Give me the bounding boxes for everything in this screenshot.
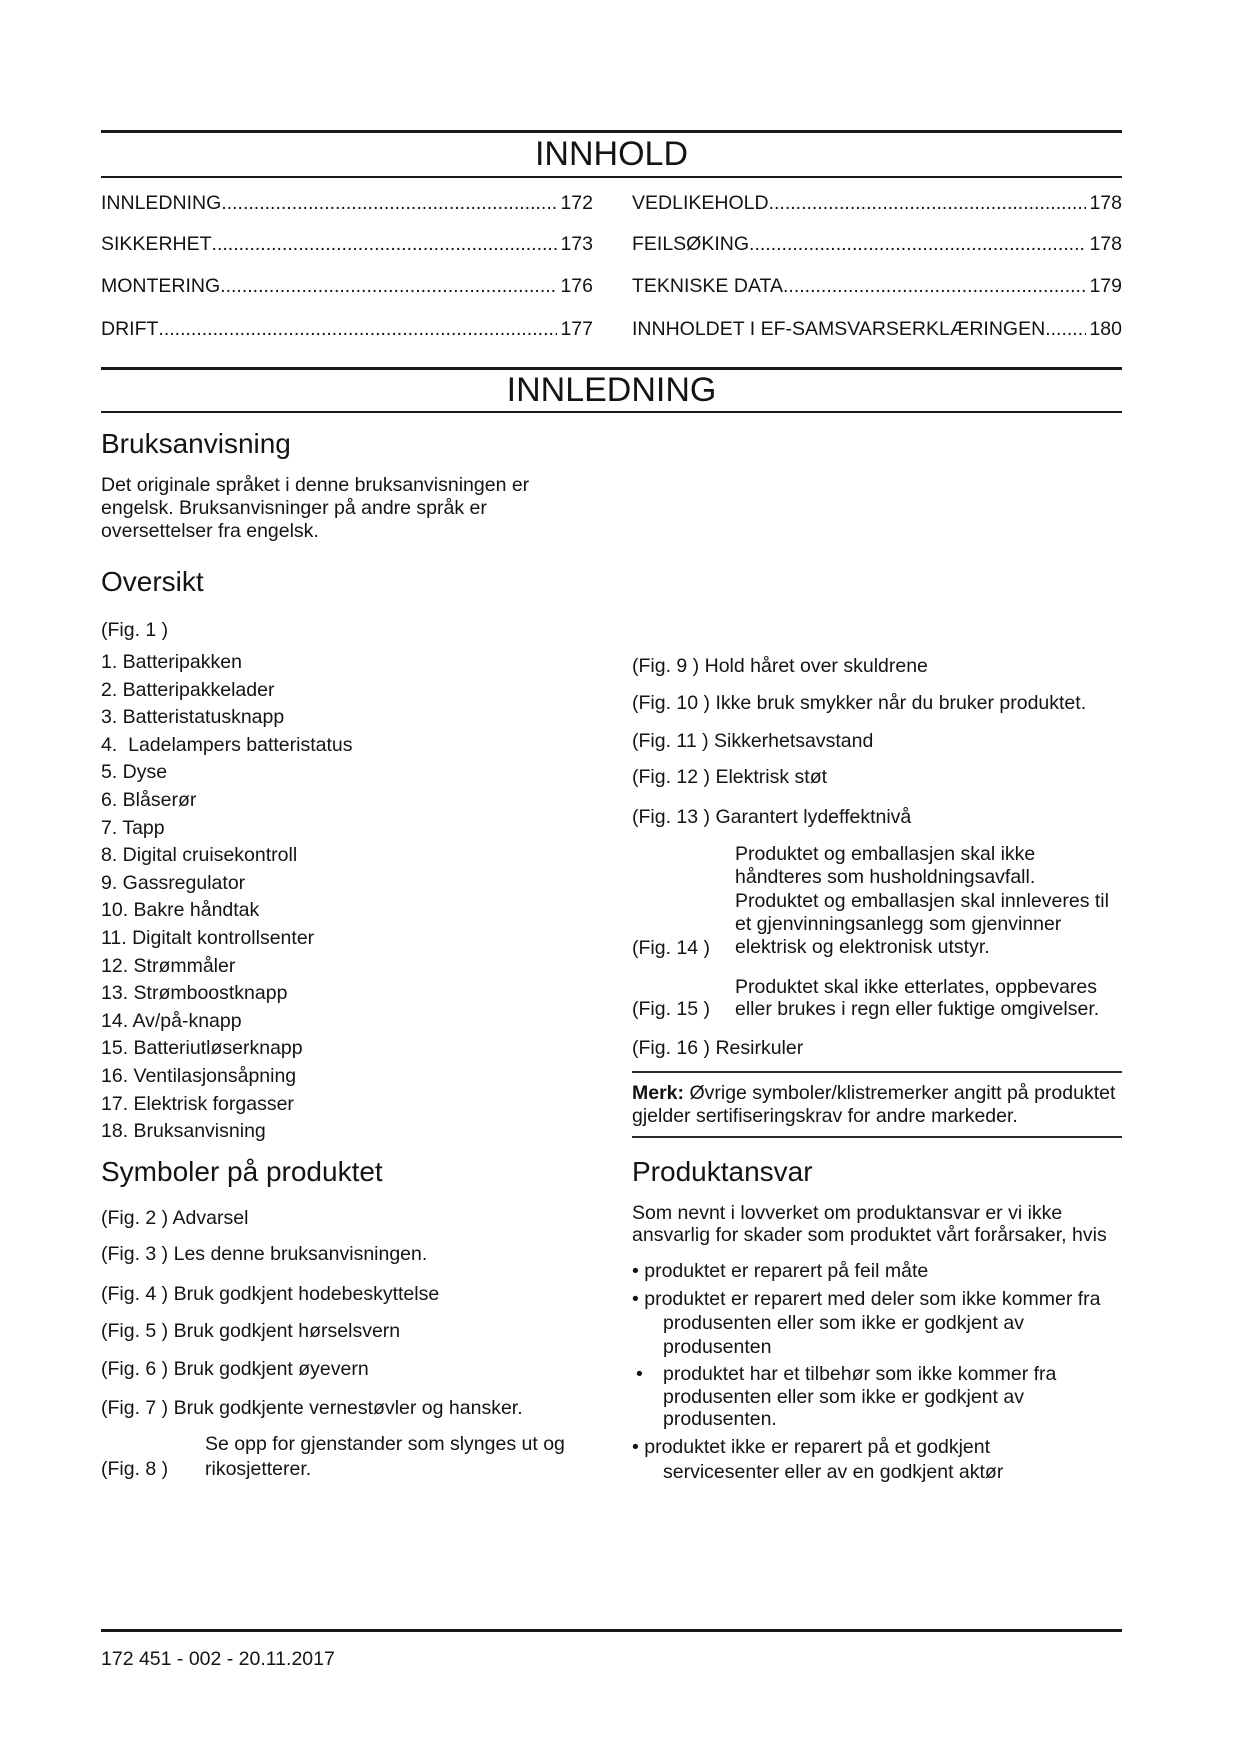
toc-entry[interactable] — [632, 317, 1122, 341]
manual-paragraph — [101, 474, 529, 543]
toc-entry-label: DRIFT — [101, 318, 159, 340]
toc-entry-page: 180 — [1089, 318, 1122, 340]
note-top-rule — [632, 1071, 1122, 1073]
bullet-item — [632, 1259, 928, 1283]
symbol-entry — [101, 1282, 439, 1306]
description-line: eller brukes i regn eller fuktige omgivelser. — [735, 998, 1100, 1020]
toc-entry-label: FEILSØKING — [632, 233, 750, 255]
description-line: Produktet og emballasjen skal innleveres til — [735, 889, 1109, 912]
symbol-description: Bruk godkjent øyevern — [173, 1358, 369, 1380]
symbol-entry — [632, 805, 911, 829]
toc-entry-label: TEKNISKE DATA — [632, 275, 783, 297]
symbol-fig-ref: (Fig. 5 ) — [101, 1320, 169, 1342]
bullet-line: produsenten — [663, 1336, 772, 1358]
symbol-entry — [101, 1242, 427, 1266]
component-item: 16. Ventilasjonsåpning — [101, 1064, 297, 1087]
bullet-line — [632, 1435, 1003, 1460]
description-line: et gjenvinningsanlegg som gjenvinner — [735, 912, 1062, 935]
symbol-entry — [632, 765, 827, 789]
paragraph-line: ansvarlig for skader som produktet vårt forårsaker, hvis — [632, 1224, 1107, 1246]
symbol-fig-ref: (Fig. 2 ) — [101, 1207, 169, 1229]
paragraph-line: Som nevnt i lovverket om produktansvar er vi ikke — [632, 1202, 1063, 1224]
bullet-text: produktet ikke er reparert på et godkjent — [644, 1436, 991, 1458]
description-line: Produktet skal ikke etterlates, oppbevares — [735, 976, 1098, 998]
bullet-icon: • — [632, 1436, 639, 1458]
symbol-description: Hold håret over skuldrene — [704, 655, 928, 677]
toc-entry[interactable] — [101, 317, 593, 341]
section-title: INNLEDNING — [506, 371, 717, 409]
toc-entry-label: INNLEDNING — [101, 192, 222, 214]
component-item: 3. Batteristatusknapp — [101, 706, 285, 729]
toc-entry-page: 176 — [560, 275, 593, 297]
toc-leader — [212, 232, 558, 256]
symbol-description: Advarsel — [172, 1207, 249, 1229]
component-item: 7. Tapp — [101, 816, 165, 839]
toc-leader — [769, 191, 1087, 215]
component-item: 10. Bakre håndtak — [101, 899, 260, 922]
toc-entry[interactable] — [632, 232, 1122, 256]
symbol-description — [735, 976, 1099, 1020]
symbol-description: Bruk godkjente vernestøvler og hansker. — [173, 1397, 523, 1419]
footer-rule — [101, 1629, 1122, 1632]
bullet-line: produsenten eller som ikke er godkjent av — [663, 1385, 1024, 1408]
symbol-entry — [101, 1357, 369, 1381]
symbol-description: Garantert lydeffektnivå — [715, 806, 912, 828]
toc-entry[interactable] — [632, 274, 1122, 298]
symbol-fig-ref: (Fig. 3 ) — [101, 1243, 169, 1265]
toc-entry-page: 177 — [560, 318, 593, 340]
symbol-fig-ref: (Fig. 4 ) — [101, 1283, 169, 1305]
symbol-fig-ref: (Fig. 16 ) — [632, 1037, 711, 1059]
note-text: Øvrige symboler/klistremerker angitt på produktet — [689, 1082, 1116, 1104]
symbol-entry — [101, 1206, 248, 1230]
symbol-description: Ikke bruk smykker når du bruker produktet. — [715, 692, 1087, 714]
note-bottom-rule — [632, 1136, 1122, 1138]
description-line: håndteres som husholdningsavfall. — [735, 866, 1036, 889]
component-item: 6. Blåserør — [101, 788, 197, 811]
toc-leader — [158, 317, 557, 341]
symbol-description — [735, 843, 1109, 959]
paragraph-line: engelsk. Bruksanvisninger på andre språk er — [101, 497, 487, 519]
toc-entry[interactable] — [632, 191, 1122, 215]
symbol-fig-ref: (Fig. 8 ) — [101, 1458, 169, 1480]
section-title-underline — [101, 411, 1122, 413]
symbol-description: Bruk godkjent hodebeskyttelse — [173, 1283, 440, 1305]
symbol-description: Les denne bruksanvisningen. — [173, 1243, 428, 1265]
bullet-line — [632, 1363, 1056, 1386]
symbol-description — [205, 1432, 565, 1481]
symbol-fig-ref: (Fig. 7 ) — [101, 1397, 169, 1419]
toc-entry-label: MONTERING — [101, 275, 221, 297]
paragraph-line: oversettelser fra engelsk. — [101, 520, 319, 542]
symbol-entry — [101, 1319, 400, 1343]
bullet-icon: • — [632, 1288, 639, 1310]
liability-heading: Produktansvar — [632, 1156, 813, 1187]
manual-heading: Bruksanvisning — [101, 428, 291, 459]
toc-entry-label: INNHOLDET I EF-SAMSVARSERKLÆRINGEN — [632, 318, 1046, 340]
symbol-fig-ref: (Fig. 11 ) — [632, 730, 709, 752]
component-item: 9. Gassregulator — [101, 871, 246, 894]
component-item: 2. Batteripakkelader — [101, 678, 275, 701]
symbol-entry — [101, 1396, 523, 1420]
symbol-fig-ref: (Fig. 6 ) — [101, 1358, 169, 1380]
symbol-description: Resirkuler — [715, 1037, 804, 1059]
component-item: 15. Batteriutløserknapp — [101, 1037, 303, 1060]
symbol-entry — [632, 729, 873, 753]
toc-leader — [220, 274, 557, 298]
bullet-line — [632, 1259, 928, 1283]
bullet-text: produktet er reparert på feil måte — [644, 1260, 929, 1282]
component-item: 1. Batteripakken — [101, 651, 242, 673]
toc-entry-label: VEDLIKEHOLD — [632, 192, 769, 214]
toc-entry-page: 173 — [560, 233, 593, 255]
note-line: gjelder sertifiseringskrav for andre markeder. — [632, 1104, 1018, 1127]
description-line: Se opp for gjenstander som slynges ut og — [205, 1433, 565, 1455]
symbol-fig-ref: (Fig. 15 ) — [632, 998, 711, 1020]
toc-leader — [783, 274, 1086, 298]
component-item: 13. Strømboostknapp — [101, 982, 288, 1005]
component-item: 8. Digital cruisekontroll — [101, 844, 298, 867]
component-item: 11. Digitalt kontrollsenter — [101, 926, 315, 949]
symbol-fig-ref: (Fig. 12 ) — [632, 766, 711, 788]
toc-entry[interactable] — [101, 232, 593, 256]
component-item: 18. Bruksanvisning — [101, 1120, 266, 1143]
symbol-description: Bruk godkjent hørselsvern — [173, 1320, 401, 1342]
footer-doc-ref: 172 451 - 002 - 20.11.2017 — [101, 1648, 335, 1670]
bullet-line — [632, 1287, 1101, 1311]
overview-heading: Oversikt — [101, 566, 204, 597]
bullet-item — [632, 1435, 1003, 1485]
symbol-fig-ref: (Fig. 9 ) — [632, 655, 700, 677]
paragraph-line: Det originale språket i denne bruksanvisningen er — [101, 474, 530, 496]
component-item: 5. Dyse — [101, 761, 168, 784]
symbols-heading: Symboler på produktet — [101, 1156, 383, 1187]
symbol-fig-ref: (Fig. 10 ) — [632, 692, 711, 714]
bullet-line: produsenten eller som ikke er godkjent av — [663, 1312, 1024, 1334]
note-label: Merk: — [632, 1082, 685, 1104]
toc-leader — [1045, 317, 1086, 341]
toc-entry-page: 172 — [560, 192, 593, 214]
toc-leader — [221, 191, 557, 215]
toc-entry[interactable] — [101, 191, 593, 215]
component-list — [101, 649, 352, 1146]
toc-entry-page: 178 — [1089, 192, 1122, 214]
toc-entry-page: 178 — [1089, 233, 1122, 255]
toc-leader — [749, 232, 1086, 256]
bullet-line: servicesenter eller av en godkjent aktør — [663, 1461, 1004, 1483]
toc-entry-page: 179 — [1089, 275, 1122, 297]
bullet-icon: • — [632, 1260, 639, 1282]
toc-title: INNHOLD — [534, 135, 689, 173]
component-item: 14. Av/på-knapp — [101, 1009, 242, 1032]
bullet-text: produktet er reparert med deler som ikke kommer fra — [644, 1288, 1101, 1310]
liability-intro — [632, 1202, 1107, 1246]
component-item: 17. Elektrisk forgasser — [101, 1092, 294, 1115]
component-item: 12. Strømmåler — [101, 954, 236, 977]
symbol-fig-ref: (Fig. 14 ) — [632, 937, 711, 959]
toc-entry-label: SIKKERHET — [101, 233, 212, 255]
component-item: 4. Ladelampers batteristatus — [101, 733, 353, 756]
bullet-line: produsenten. — [663, 1408, 777, 1430]
symbol-fig-ref: (Fig. 13 ) — [632, 806, 711, 828]
symbol-entry — [632, 654, 928, 678]
toc-entry[interactable] — [101, 274, 593, 298]
toc-top-rule — [101, 130, 1122, 133]
symbol-entry — [632, 691, 1086, 715]
bullet-icon: • — [636, 1363, 643, 1385]
symbol-entry — [632, 1036, 803, 1060]
symbol-description: Sikkerhetsavstand — [714, 730, 874, 752]
bullet-item — [632, 1363, 1056, 1431]
description-line: Produktet og emballasjen skal ikke — [735, 843, 1036, 865]
bullet-item — [632, 1287, 1101, 1359]
symbol-description: Elektrisk støt — [715, 766, 828, 788]
overview-fig-ref: (Fig. 1 ) — [101, 619, 169, 641]
description-line: elektrisk og elektronisk utstyr. — [735, 936, 990, 958]
bullet-text: produktet har et tilbehør som ikke kommer fra — [663, 1363, 1057, 1385]
note-line — [632, 1082, 1115, 1105]
note-box — [632, 1082, 1115, 1127]
description-line: rikosjetterer. — [205, 1457, 312, 1480]
toc-title-underline — [101, 176, 1122, 178]
